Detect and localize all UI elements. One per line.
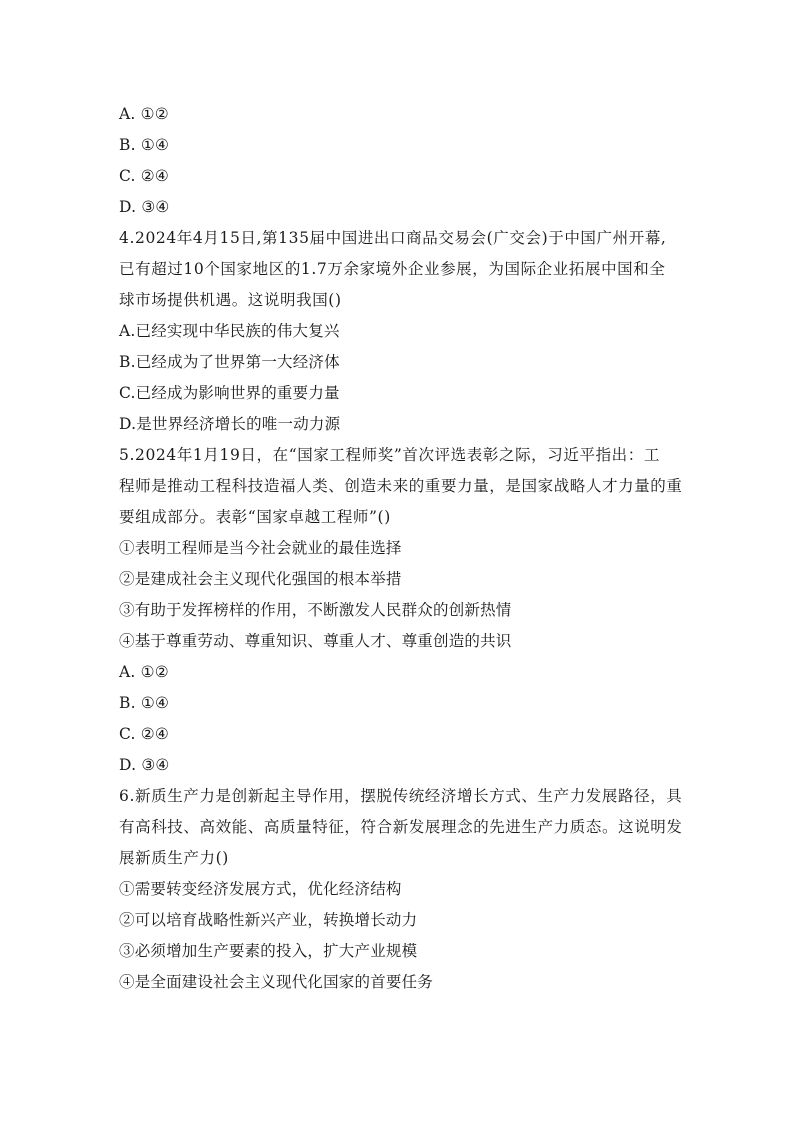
text-line: ①表明工程师是当今社会就业的最佳选择	[119, 539, 402, 557]
text-line: ③必须增加生产要素的投入，扩大产业规模	[119, 942, 418, 960]
text-line: 展新质生产力()	[119, 849, 229, 867]
question-stem	[119, 223, 679, 316]
text-line: ②可以培育战略性新兴产业，转换增长动力	[119, 911, 418, 929]
statement-item	[119, 936, 679, 967]
question-stem	[119, 440, 683, 533]
statement-item	[119, 595, 679, 626]
text-line: C. ②④	[119, 167, 169, 185]
answer-option	[119, 130, 679, 161]
answer-option	[119, 316, 679, 347]
answer-option	[119, 99, 679, 130]
text-line: 6.新质生产力是创新起主导作用，摆脱传统经济增长方式、生产力发展路径，具	[119, 787, 683, 805]
statement-item	[119, 905, 679, 936]
text-line: C. ②④	[119, 725, 169, 743]
text-line: B. ①④	[119, 136, 170, 154]
text-line: A. ①②	[119, 105, 169, 123]
text-line: 5.2024年1月19日，在“国家工程师奖”首次评选表彰之际，习近平指出：工	[119, 446, 660, 464]
text-line: ④基于尊重劳动、尊重知识、尊重人才、尊重创造的共识	[119, 632, 512, 650]
text-line: ①需要转变经济发展方式，优化经济结构	[119, 880, 402, 898]
question-stem	[119, 781, 683, 874]
text-line: C.已经成为影响世界的重要力量	[119, 384, 340, 402]
statement-item	[119, 533, 679, 564]
text-line: D. ③④	[119, 198, 170, 216]
answer-option	[119, 161, 679, 192]
answer-option	[119, 719, 679, 750]
statement-item	[119, 564, 679, 595]
text-line: 要组成部分。表彰“国家卓越工程师”()	[119, 508, 391, 526]
text-line: 有高科技、高效能、高质量特征，符合新发展理念的先进生产力质态。这说明发	[119, 818, 683, 836]
text-line: B.已经成为了世界第一大经济体	[119, 353, 340, 371]
answer-option	[119, 347, 679, 378]
answer-option	[119, 750, 679, 781]
statement-item	[119, 874, 679, 905]
statement-item	[119, 967, 679, 998]
text-line: 4.2024年4月15日,第135届中国进出口商品交易会(广交会)于中国广州开幕,	[119, 229, 667, 247]
text-line: A. ①②	[119, 663, 169, 681]
text-line: 球市场提供机遇。这说明我国()	[119, 291, 342, 309]
answer-option	[119, 409, 679, 440]
answer-option	[119, 192, 679, 223]
text-line: D.是世界经济增长的唯一动力源	[119, 415, 341, 433]
text-line: ③有助于发挥榜样的作用，不断激发人民群众的创新热情	[119, 601, 512, 619]
answer-option	[119, 378, 679, 409]
text-line: 程师是推动工程科技造福人类、创造未来的重要力量，是国家战略人才力量的重	[119, 477, 683, 495]
text-line: ②是建成社会主义现代化强国的根本举措	[119, 570, 402, 588]
text-line: ④是全面建设社会主义现代化国家的首要任务	[119, 973, 434, 991]
text-line: D. ③④	[119, 756, 170, 774]
statement-item	[119, 626, 679, 657]
document-content	[119, 99, 683, 998]
text-line: B. ①④	[119, 694, 170, 712]
answer-option	[119, 688, 679, 719]
text-line: 已有超过10个国家地区的1.7万余家境外企业参展，为国际企业拓展中国和全	[119, 260, 666, 278]
text-line: A.已经实现中华民族的伟大复兴	[119, 322, 340, 340]
answer-option	[119, 657, 679, 688]
